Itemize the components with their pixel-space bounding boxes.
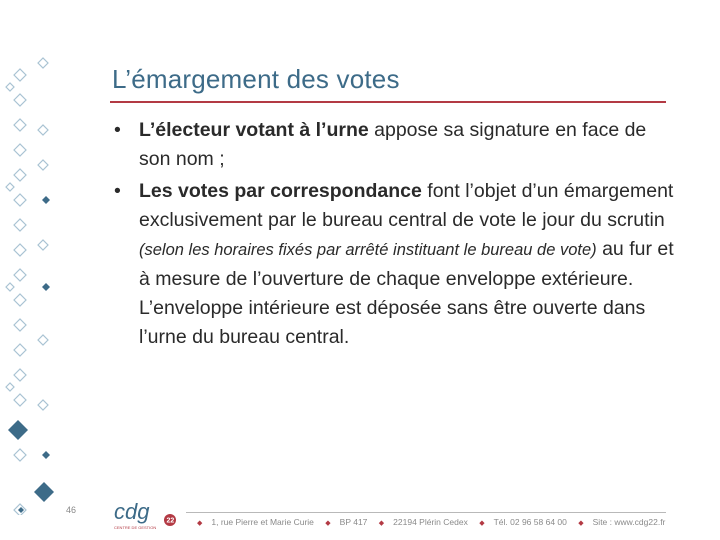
slide-title: L’émargement des votes: [112, 64, 400, 94]
footer-separator-icon: ◆: [325, 520, 331, 527]
footer-bp: BP 417: [339, 517, 368, 527]
bullet-icon: •: [114, 119, 121, 141]
footer-site-link[interactable]: Site : www.cdg22.fr: [592, 517, 666, 527]
title-divider: [110, 101, 666, 103]
cdg-logo: [108, 495, 188, 535]
slide-content: [114, 116, 674, 355]
footer-phone: Tél. 02 96 58 64 00: [493, 517, 567, 527]
bullet-bold-text: Les votes par correspondance: [139, 180, 422, 202]
bullet-item: [114, 177, 674, 352]
bullet-bold-text: L’électeur votant à l’urne: [139, 119, 369, 141]
footer-address: 1, rue Pierre et Marie Curie: [211, 517, 314, 527]
footer-contact: [188, 517, 665, 527]
bullet-text: appose sa signature en face de son nom ;: [139, 119, 647, 170]
svg-text:22: 22: [166, 517, 175, 525]
decorative-diamond-pattern: [0, 55, 70, 515]
page-number: 46: [66, 505, 77, 515]
bullet-text: font l’objet d’un émargement exclusivement par le bureau central de vote le jour du scrutin: [139, 180, 674, 231]
bullet-icon: •: [114, 180, 121, 202]
footer-separator-icon: ◆: [197, 520, 203, 527]
footer-separator-icon: ◆: [578, 520, 584, 527]
footer-divider: [186, 512, 666, 513]
footer-separator-icon: ◆: [479, 520, 485, 527]
svg-text:CENTRE DE GESTION: CENTRE DE GESTION: [114, 525, 157, 530]
bullet-item: [114, 116, 674, 174]
svg-text:cdg: cdg: [114, 499, 150, 524]
bullet-text-continued: au fur et à mesure de l’ouverture de chaque enveloppe extérieure. L’enveloppe intérieure est déposée sans être ouverte dans l’urne du bureau central.: [139, 238, 674, 348]
footer-separator-icon: ◆: [378, 520, 385, 527]
footer-city: 22194 Plérin Cedex: [393, 517, 468, 527]
bullet-italic-note: (selon les horaires fixés par arrêté instituant le bureau de vote): [139, 241, 597, 259]
